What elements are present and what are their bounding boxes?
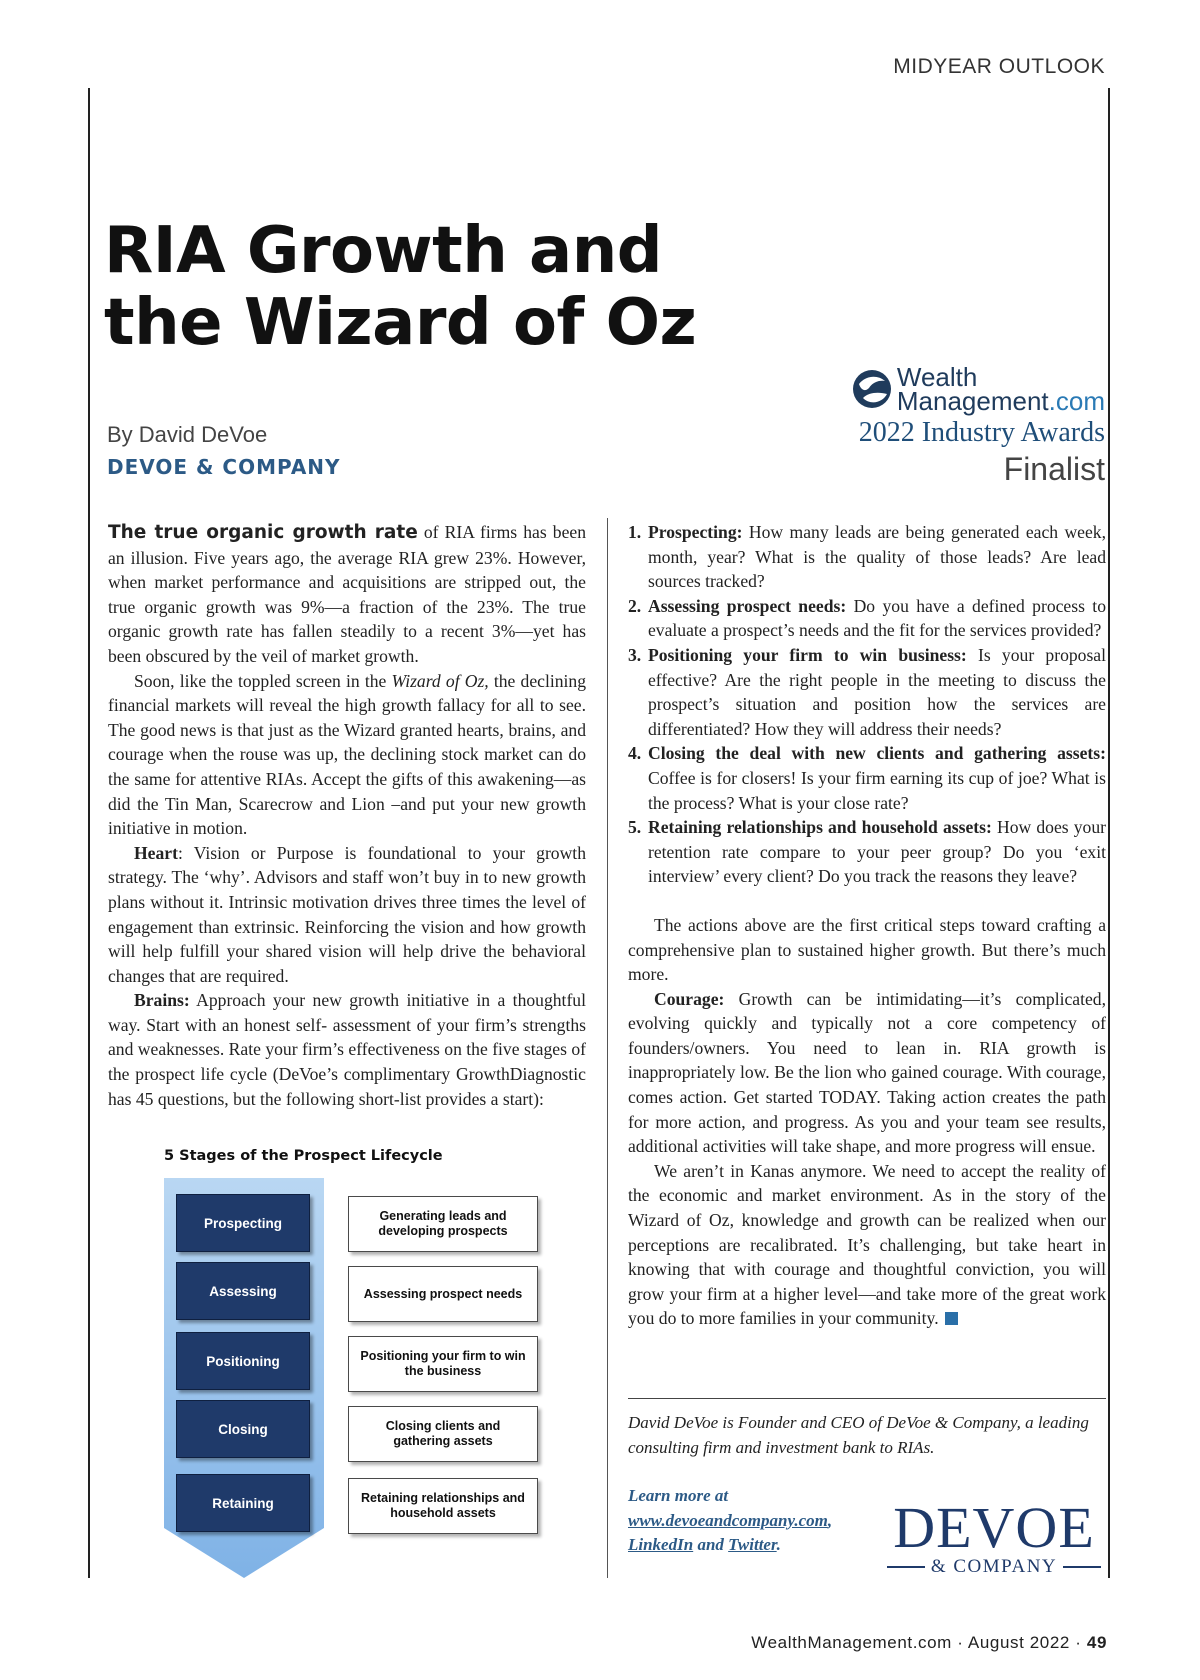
twitter-link[interactable]: Twitter — [728, 1535, 777, 1554]
devoe-wordmark: DEVOE — [893, 1495, 1095, 1560]
stage-description: Closing clients and gathering assets — [348, 1406, 538, 1462]
paragraph-heart: Heart: Vision or Purpose is foundational to your growth strategy. The ‘why’. Advisors and staff won’t buy in to new growth plans without it. Intrinsic motivation drives three times the level of engagement than extrinsic. Reinforcing the vision and how growth will help fulfill your shared vision will help drive the behavioral changes that are required. — [108, 842, 586, 986]
learn-more: Learn more at www.devoeandcompany.com, LinkedIn and Twitter. — [628, 1486, 833, 1554]
byline: By David DeVoe — [107, 422, 268, 447]
list-item: 2. Assessing prospect needs: Do you have a defined process to evaluate a prospect’s needs and the fit for the services provided? — [628, 595, 1106, 641]
award-status: Finalist — [1003, 451, 1105, 487]
diagram-title: 5 Stages of the Prospect Lifecycle — [164, 1148, 443, 1164]
website-link[interactable]: www.devoeandcompany.com — [628, 1510, 828, 1530]
end-mark-icon — [945, 1312, 958, 1325]
stage-description: Positioning your firm to win the business — [348, 1336, 538, 1392]
globe-icon — [851, 368, 893, 410]
lifecycle-questions-list — [628, 520, 1106, 889]
list-item: 3. Positioning your firm to win business: Is your proposal effective? Are the right people in the meeting to discuss the prospect’s situation and position how the services are differentiated? How they will address their needs? — [628, 644, 1107, 739]
stage-assessing: Assessing — [176, 1262, 310, 1320]
stage-description: Assessing prospect needs — [348, 1266, 538, 1322]
stage-closing: Closing — [176, 1400, 310, 1458]
right-column — [628, 520, 1106, 1331]
stage-description: Generating leads and developing prospects — [348, 1196, 538, 1252]
list-item: 5. Retaining relationships and household assets: How does your retention rate compare to your peer group? Do you ‘exit interview’ every client? Do you track the reasons they leave? — [628, 817, 1106, 887]
page-footer: WealthManagement.com · August 2022 · 49 — [751, 1633, 1107, 1652]
award-name: 2022 Industry Awards — [858, 417, 1105, 448]
wealthmanagement-logo — [851, 362, 1105, 416]
list-item: 4. Closing the deal with new clients and gathering assets: Coffee is for closers! Is your firm earning its cup of joe? What is the process? What is your close rate? — [628, 743, 1106, 813]
paragraph-wizard: Soon, like the toppled screen in the Wizard of Oz, the declining financial markets will reveal the high growth fallacy for all to see. The good news is that just as the Wizard granted hearts, brains, and courage when the rouse was up, the declining stock market can do the same for attentive RIAs. Accept the gifts of this awakening—as did the Tin Man, Scarecrow and Lion –and put your new growth initiative in motion. — [108, 670, 587, 839]
right-border-line — [1108, 88, 1110, 1578]
stage-description: Retaining relationships and household assets — [348, 1478, 538, 1534]
devoe-subtitle: & COMPANY — [880, 1556, 1108, 1578]
paragraph-courage: Courage: Growth can be intimidating—it’s complicated, evolving quickly and typically not a core competency of founders/owners. You need to lean in. RIA growth is inappropriately low. Be the lion who gained courage. With courage, comes action. Get started TODAY. Taking action creates the path for more action, and progress. As you and your team see results, additional activities will take shape, and more progress will ensue. — [628, 988, 1106, 1157]
paragraph-kansas: We aren’t in Kanas anymore. We need to accept the reality of the economic and market environment. As in the story of the Wizard of Oz, knowledge and growth can be realized when our perceptions are recalibrated. It’s challenging, but take heart in knowing that with courage and thoughtful conviction, you will grow your firm at a higher level—and take more of the great work you do to more families in your community. — [628, 1160, 1106, 1329]
award-badge — [851, 362, 1105, 488]
devoe-company-logo — [880, 1495, 1108, 1578]
author-bio: David DeVoe is Founder and CEO of DeVoe & Company, a leading consulting firm and investment bank to RIAs. — [628, 1413, 1089, 1457]
title-line-1: RIA Growth and — [104, 214, 663, 288]
wealthmanagement-wordmark: Wealth Management.com — [896, 362, 1105, 416]
linkedin-link[interactable]: LinkedIn — [628, 1535, 694, 1554]
title-line-2: the Wizard of Oz — [104, 286, 697, 360]
left-border-line — [88, 88, 90, 1578]
paragraph-brains: Brains: Approach your new growth initiative in a thoughtful way. Start with an honest self- assessment of your firm’s strengths and weaknesses. Rate your firm’s effectiveness on the five stages of the prospect life cycle (DeVoe’s complimentary GrowthDiagnostic has 45 questions, but the following short-list provides a start): — [108, 990, 586, 1109]
article-title — [104, 215, 696, 359]
section-label: MIDYEAR OUTLOOK — [893, 55, 1105, 78]
stage-positioning: Positioning — [176, 1332, 310, 1390]
stage-prospecting: Prospecting — [176, 1194, 310, 1252]
left-column — [108, 520, 586, 1111]
list-item: 1. Prospecting: How many leads are being generated each week, month, year? What is the quality of those leads? Are lead sources tracked? — [628, 522, 1106, 592]
stage-retaining: Retaining — [176, 1474, 310, 1532]
author-company: DEVOE & COMPANY — [107, 455, 341, 479]
prospect-lifecycle-diagram — [150, 1148, 550, 1578]
column-divider — [607, 518, 608, 1578]
paragraph-intro: The true organic growth rate of RIA firms has been an illusion. Five years ago, the average RIA grew 23%. However, when market performance and acquisitions are stripped out, the true organic growth was 9%—a fraction of the 23%. The true organic growth rate has fallen steadily to a recent 3%—yet has been obscured by the veil of market growth. — [108, 522, 586, 666]
paragraph-actions: The actions above are the first critical steps toward crafting a comprehensive plan to sustained higher growth. But there’s much more. — [628, 914, 1106, 985]
page-number: 49 — [1086, 1633, 1107, 1652]
bio-divider — [628, 1398, 1106, 1399]
